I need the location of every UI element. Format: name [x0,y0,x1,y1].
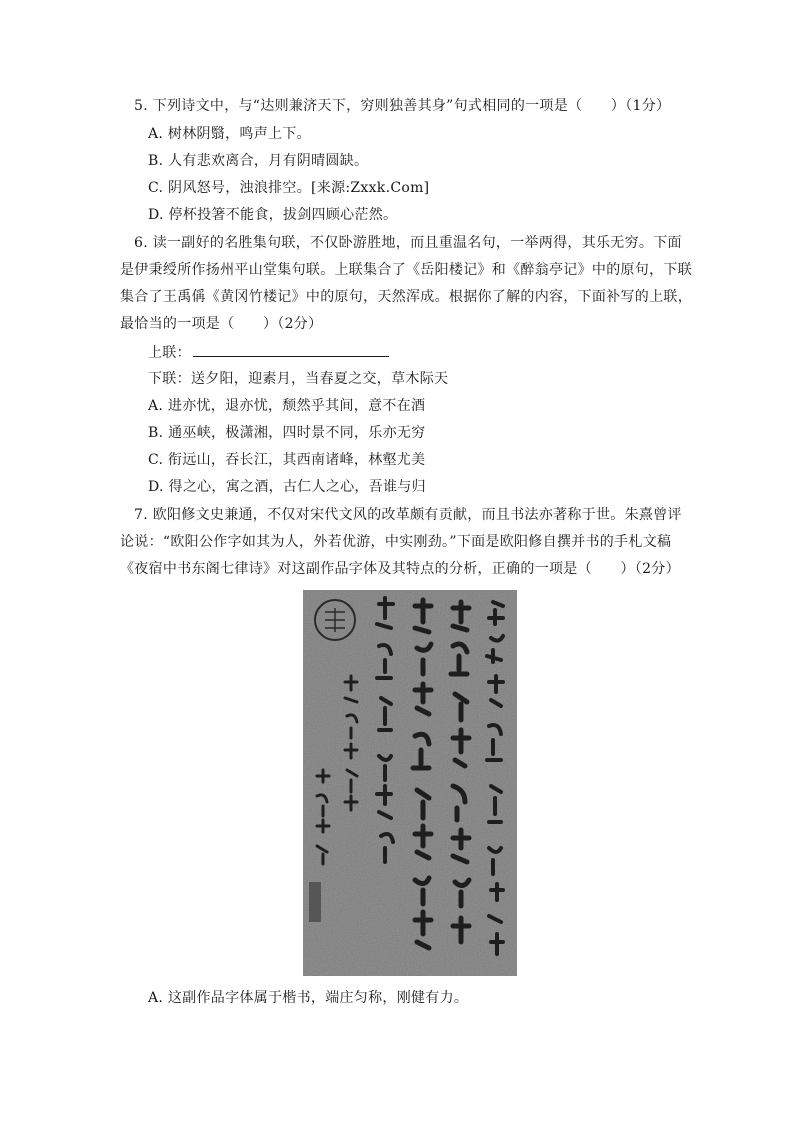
calligraphy-image [303,590,517,976]
q5-stem: 5. 下列诗文中，与“达则兼济天下，穷则独善其身”句式相同的一项是（ ）（1分） [134,98,671,114]
q5-option-c: C. 阴风怒号，浊浪排空。[来源:Zxxk.Com] [148,180,430,196]
calligraphy-artwork [303,590,517,976]
q6-option-c: C. 衔远山，吞长江，其西南诸峰，林壑尤美 [148,452,426,468]
q6-upper-label: 上联： [148,345,191,361]
q6-lower-couplet: 下联：送夕阳，迎素月，当春夏之交，草木际天 [148,371,449,387]
q6-stem-line-2: 是伊秉绶所作扬州平山堂集句联。上联集合了《岳阳楼记》和《醉翁亭记》中的原句，下联 [120,262,692,278]
q6-option-b: B. 通巫峡，极潇湘，四时景不同，乐亦无穷 [148,425,426,441]
q5-option-b: B. 人有悲欢离合，月有阴晴圆缺。 [148,153,369,169]
q6-stem-line-4: 最恰当的一项是（ ）（2分） [120,316,323,332]
q6-stem-line-3: 集合了王禹偁《黄冈竹楼记》中的原句，天然浑成。根据你了解的内容，下面补写的上联， [120,289,692,305]
q6-upper-couplet [148,342,389,363]
q6-upper-blank [193,342,389,357]
q5-option-d: D. 停杯投箸不能食，拔剑四顾心茫然。 [148,207,398,223]
q6-option-a: A. 进亦忧，退亦忧，颓然乎其间，意不在酒 [148,398,426,414]
q6-stem-line-1: 6. 读一副好的名胜集句联，不仅卧游胜地，而且重温名句，一举两得，其乐无穷。下面 [134,235,682,251]
q5-option-a: A. 树林阴翳，鸣声上下。 [148,126,311,142]
q7-stem-line-1: 7. 欧阳修文史兼通，不仅对宋代文风的改革颇有贡献，而且书法亦著称于世。朱熹曾评 [134,507,682,523]
q6-option-d: D. 得之心，寓之酒，古仁人之心，吾谁与归 [148,479,426,495]
q7-option-a: A. 这副作品字体属于楷书，端庄匀称，刚健有力。 [148,990,469,1006]
q7-stem-line-2: 论说：“欧阳公作字如其为人，外若优游，中实刚劲。”下面是欧阳修自撰并书的手札文稿 [120,534,672,550]
q7-stem-line-3: 《夜宿中书东阁七律诗》对这副作品字体及其特点的分析，正确的一项是（ ）（2分） [120,561,680,577]
